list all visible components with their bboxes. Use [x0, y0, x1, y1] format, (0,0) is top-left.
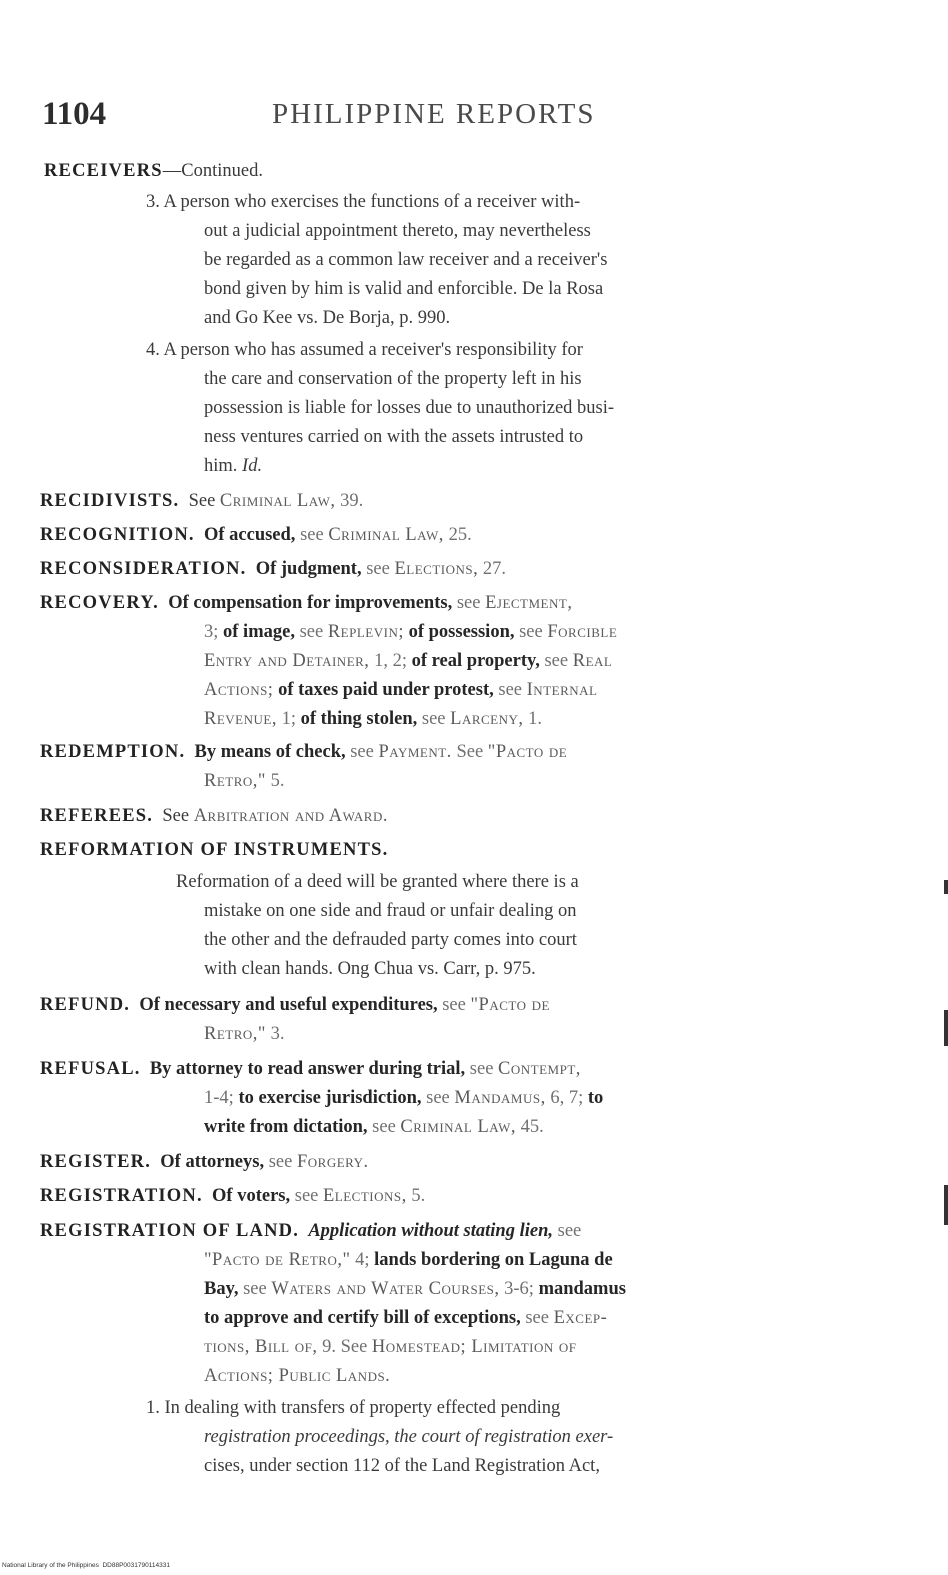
- receivers-p4-line4: ness ventures carried on with the assets intrusted to: [204, 427, 584, 447]
- entry-registration-of-land-line6: Actions; Public Lands.: [204, 1366, 391, 1386]
- headword: RECONSIDERATION.: [40, 559, 247, 579]
- entry-refusal-line3: write from dictation, see Criminal Law, 45.: [204, 1117, 544, 1137]
- entry-register: REGISTER. Of attorneys, see Forgery.: [40, 1152, 369, 1172]
- receivers-p4-line2: the care and conservation of the property left in his: [204, 369, 582, 389]
- entry-redemption-line2: Retro," 5.: [204, 771, 285, 791]
- entry-reconsideration: RECONSIDERATION. Of judgment, see Elections, 27.: [40, 559, 506, 579]
- entry-registration: REGISTRATION. Of voters, see Elections, 5.: [40, 1186, 426, 1206]
- headword: REFUND.: [40, 995, 131, 1015]
- entry-recidivists: RECIDIVISTS. See Criminal Law, 39.: [40, 491, 364, 511]
- reg-land-p1-line3: cises, under section 112 of the Land Registration Act,: [204, 1456, 600, 1476]
- entry-recovery-line1: RECOVERY. Of compensation for improvements, see Ejectment,: [40, 593, 573, 613]
- page-header: [42, 96, 908, 140]
- entry-registration-of-land-line5: tions, Bill of, 9. See Homestead; Limitation of: [204, 1337, 577, 1357]
- running-title: PHILIPPINE REPORTS: [272, 98, 596, 130]
- reformation-line4: with clean hands. Ong Chua vs. Carr, p. 975.: [204, 959, 536, 979]
- entry-registration-of-land-line2: "Pacto de Retro," 4; lands bordering on Laguna de: [204, 1250, 613, 1270]
- receivers-p3-line4: bond given by him is valid and enforcible. De la Rosa: [204, 279, 604, 299]
- entry-reformation-heading: [40, 840, 948, 860]
- entry-recovery-line4: Actions; of taxes paid under protest, see Internal: [204, 680, 598, 700]
- entry-registration-of-land-line3: Bay, see Waters and Water Courses, 3-6; mandamus: [204, 1279, 626, 1299]
- headword: REFEREES.: [40, 806, 154, 826]
- receivers-p3-line3: be regarded as a common law receiver and a receiver's: [204, 250, 608, 270]
- entry-refusal-line1: REFUSAL. By attorney to read answer during trial, see Contempt,: [40, 1059, 581, 1079]
- entry-recovery-line3: Entry and Detainer, 1, 2; of real property, see Real: [204, 651, 613, 671]
- reformation-line2: mistake on one side and fraud or unfair dealing on: [204, 901, 577, 921]
- entry-refund-line2: Retro," 3.: [204, 1024, 285, 1044]
- scan-edge-mark: [944, 1185, 948, 1225]
- entry-recovery-line5: Revenue, 1; of thing stolen, see Larceny, 1.: [204, 709, 543, 729]
- entry-registration-of-land-line4: to approve and certify bill of exceptions, see Excep-: [204, 1308, 608, 1328]
- headword: REFUSAL.: [40, 1059, 141, 1079]
- headword: REGISTRATION.: [40, 1186, 203, 1206]
- headword: RECOVERY.: [40, 593, 159, 613]
- headword: REGISTRATION OF LAND.: [40, 1221, 300, 1241]
- scan-edge-mark: [944, 1010, 948, 1046]
- scan-footer: National Library of the Philippines DD88P0031790114331: [2, 1562, 170, 1569]
- entry-registration-of-land-line1: REGISTRATION OF LAND. Application without stating lien, see: [40, 1221, 582, 1241]
- scan-edge-mark: [944, 880, 948, 894]
- entry-refusal-line2: 1-4; to exercise jurisdiction, see Mandamus, 6, 7; to: [204, 1088, 604, 1108]
- entry-recognition: RECOGNITION. Of accused, see Criminal Law, 25.: [40, 525, 472, 545]
- receivers-p4-line1: 4. A person who has assumed a receiver's responsibility for: [146, 340, 583, 360]
- headword: RECIDIVISTS.: [40, 491, 180, 511]
- receivers-p4-line5: him. Id.: [204, 456, 263, 476]
- reg-land-p1-line1: 1. In dealing with transfers of property effected pending: [146, 1398, 561, 1418]
- entry-recovery-line2: 3; of image, see Replevin; of possession, see Forcible: [204, 622, 618, 642]
- receivers-p3-line5: and Go Kee vs. De Borja, p. 990.: [204, 308, 451, 328]
- reformation-line3: the other and the defrauded party comes into court: [204, 930, 577, 950]
- entry-redemption-line1: REDEMPTION. By means of check, see Payment. See "Pacto de: [40, 742, 568, 762]
- page-number: 1104: [42, 96, 107, 132]
- headword: REGISTER.: [40, 1152, 152, 1172]
- reg-land-p1-line2: registration proceedings, the court of registration exer-: [204, 1427, 614, 1447]
- receivers-p3-line2: out a judicial appointment thereto, may nevertheless: [204, 221, 591, 241]
- entry-refund-line1: REFUND. Of necessary and useful expenditures, see "Pacto de: [40, 995, 550, 1015]
- entry-referees: REFEREES. See Arbitration and Award.: [40, 806, 388, 826]
- continued-heading: RECEIVERS—Continued.: [44, 161, 263, 181]
- reformation-line1: Reformation of a deed will be granted where there is a: [176, 872, 579, 892]
- headword: REDEMPTION.: [40, 742, 186, 762]
- receivers-p3-line1: 3. A person who exercises the functions of a receiver with-: [146, 192, 581, 212]
- headword: RECEIVERS: [44, 161, 163, 181]
- receivers-p4-line3: possession is liable for losses due to unauthorized busi-: [204, 398, 615, 418]
- headword: REFORMATION OF INSTRUMENTS.: [40, 840, 389, 860]
- headword: RECOGNITION.: [40, 525, 195, 545]
